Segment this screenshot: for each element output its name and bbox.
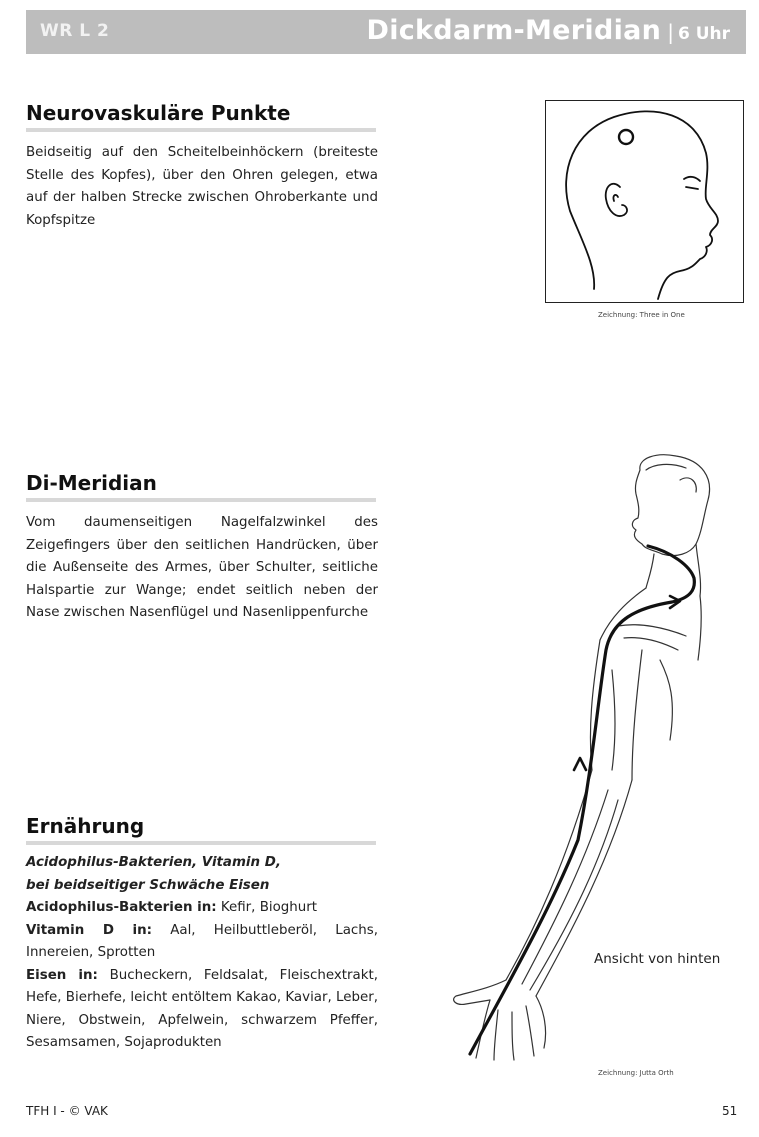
section-rule: [26, 841, 376, 845]
section-title-meridian: Di-Meridian: [26, 471, 157, 495]
nutrition-intro-line2: bei beidseitiger Schwäche Eisen: [26, 877, 270, 893]
nutrition-intro: [26, 852, 378, 897]
eye-drawing: [686, 187, 698, 189]
head-outline: [566, 111, 718, 299]
section-rule: [26, 498, 376, 502]
nutrition-item: [26, 897, 378, 920]
nutrition-item-text: Kefir, Bioghurt: [220, 900, 318, 915]
figure-head: [632, 455, 709, 556]
nutrition-item-heading: Eisen in:: [26, 967, 98, 983]
arm-meridian-figure: [440, 440, 740, 1080]
nutrition-intro-line1: Acidophilus-Bakterien, Vitamin D,: [26, 855, 281, 870]
section-title-neurovascular: Neurovaskuläre Punkte: [26, 101, 291, 125]
figure-view-label: Ansicht von hinten: [594, 951, 721, 967]
nutrition-text: [26, 852, 378, 1055]
figure-forearm: [506, 770, 592, 980]
chapter-code: WR L 2: [40, 21, 110, 41]
nutrition-item-text: Bucheckern, Feldsalat, Fleischextrakt, Hefe, Bierhefe, leicht entöltem Kakao, Kaviar, Leber, Niere, Obstwein, Apfelwein, schwarzem Pfeffer, Sesamsamen, Sojaprodukten: [26, 967, 378, 1050]
figure-neck: [646, 554, 654, 588]
nutrition-item: [26, 965, 378, 1055]
footer-copyright: TFH I - © VAK: [26, 1104, 108, 1118]
section-title-nutrition: Ernährung: [26, 814, 145, 838]
arm-figure-credit: Zeichnung: Jutta Orth: [598, 1069, 674, 1077]
neurovascular-text: [26, 142, 378, 232]
figure-shoulder: [600, 588, 646, 640]
neurovascular-paragraph: Beidseitig auf den Scheitelbeinhöckern (breiteste Stelle des Kopfes), über den Ohren gelegen, etwa auf der halben Strecke zwischen Ohroberkante und Kopfspitze: [26, 145, 378, 228]
page-header: [26, 10, 746, 54]
page-title: Dickdarm-Meridian: [366, 15, 662, 46]
meridian-line: [470, 546, 694, 1054]
page-number: 51: [722, 1104, 738, 1118]
meridian-paragraph: Vom daumenseitigen Nagelfalzwinkel des Zeigefingers über den seitlichen Handrücken, über die Außenseite des Armes, über Schulter, seitliche Halspartie zur Wange; endet seitlich neben der Nase zwischen Nasenflügel und Nasenlippenfurche: [26, 515, 378, 620]
title-separator: |: [667, 20, 674, 44]
head-figure-credit: Zeichnung: Three in One: [598, 311, 685, 319]
nutrition-item: [26, 920, 378, 965]
ear-drawing: [606, 184, 627, 216]
section-rule: [26, 128, 376, 132]
head-profile-drawing: [546, 101, 742, 301]
header-title-group: [366, 15, 730, 46]
page-subtitle: 6 Uhr: [677, 24, 730, 44]
head-figure: [545, 100, 744, 303]
nutrition-item-text: Aal, Heilbuttleberöl, Lachs, Innereien, Sprotten: [26, 922, 378, 960]
meridian-text: [26, 512, 378, 625]
nutrition-item-heading: Acidophilus-Bakterien in:: [26, 900, 217, 915]
neurovascular-point-marker: [619, 130, 633, 144]
meridian-arrow-lower: [574, 758, 586, 770]
nutrition-item-heading: Vitamin D in:: [26, 922, 153, 938]
